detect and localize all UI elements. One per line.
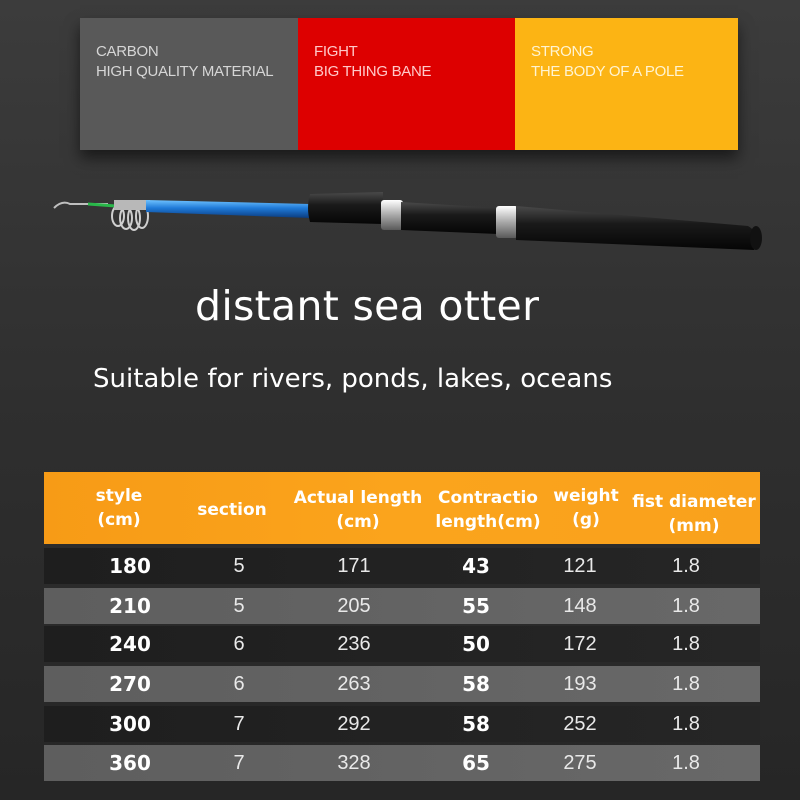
cell-style: 240 <box>109 632 151 656</box>
cell-contraction-length: 58 <box>462 672 490 696</box>
cell-actual-length: 205 <box>337 595 371 617</box>
column-header-fist-diameter: fist diameter (mm) <box>632 492 756 536</box>
cell-section: 5 <box>233 555 245 577</box>
cell-section: 7 <box>233 752 245 774</box>
cell-fist-diameter: 1.8 <box>672 633 700 655</box>
cell-style: 180 <box>109 554 151 578</box>
cell-actual-length: 236 <box>337 633 371 655</box>
cell-contraction-length: 65 <box>462 751 490 775</box>
product-title: distant sea otter <box>195 282 540 330</box>
feature-title: FIGHT <box>314 43 358 60</box>
feature-title: STRONG <box>531 43 594 60</box>
feature-panel-carbon <box>80 18 298 150</box>
cell-style: 360 <box>109 751 151 775</box>
cell-actual-length: 292 <box>337 713 371 735</box>
column-header-contraction-length: Contractio length(cm) <box>435 488 541 532</box>
cell-contraction-length: 43 <box>462 554 490 578</box>
cell-section: 6 <box>233 633 245 655</box>
cell-fist-diameter: 1.8 <box>672 555 700 577</box>
column-header-actual-length: Actual length (cm) <box>293 488 423 532</box>
cell-style: 270 <box>109 672 151 696</box>
column-header-weight: weight (g) <box>553 486 619 530</box>
table-row <box>44 548 760 584</box>
column-header-style: style (cm) <box>95 486 143 530</box>
cell-actual-length: 171 <box>337 555 371 577</box>
column-header-section: section <box>197 500 267 520</box>
table-row <box>44 626 760 662</box>
cell-fist-diameter: 1.8 <box>672 673 700 695</box>
cell-weight: 193 <box>563 673 597 695</box>
product-subtitle: Suitable for rivers, ponds, lakes, oceans <box>93 364 613 394</box>
cell-fist-diameter: 1.8 <box>672 752 700 774</box>
feature-text: THE BODY OF A POLE <box>531 63 684 80</box>
cell-weight: 148 <box>563 595 597 617</box>
cell-actual-length: 263 <box>337 673 371 695</box>
cell-weight: 275 <box>563 752 597 774</box>
cell-weight: 252 <box>563 713 597 735</box>
cell-section: 6 <box>233 673 245 695</box>
cell-weight: 121 <box>563 555 597 577</box>
table-row <box>44 706 760 742</box>
feature-panel-fight <box>298 18 515 150</box>
feature-banner <box>80 18 738 150</box>
cell-contraction-length: 58 <box>462 712 490 736</box>
cell-contraction-length: 50 <box>462 632 490 656</box>
table-row <box>44 666 760 702</box>
feature-text: BIG THING BANE <box>314 63 432 80</box>
feature-text: HIGH QUALITY MATERIAL <box>96 63 274 80</box>
cell-section: 7 <box>233 713 245 735</box>
cell-weight: 172 <box>563 633 597 655</box>
fishing-rod-image <box>48 170 798 260</box>
cell-section: 5 <box>233 595 245 617</box>
cell-style: 210 <box>109 594 151 618</box>
cell-contraction-length: 55 <box>462 594 490 618</box>
feature-title: CARBON <box>96 43 159 60</box>
cell-fist-diameter: 1.8 <box>672 595 700 617</box>
table-row <box>44 588 760 624</box>
cell-actual-length: 328 <box>337 752 371 774</box>
feature-panel-strong <box>515 18 738 150</box>
cell-fist-diameter: 1.8 <box>672 713 700 735</box>
cell-style: 300 <box>109 712 151 736</box>
table-row <box>44 745 760 781</box>
specs-table-header <box>44 472 760 544</box>
